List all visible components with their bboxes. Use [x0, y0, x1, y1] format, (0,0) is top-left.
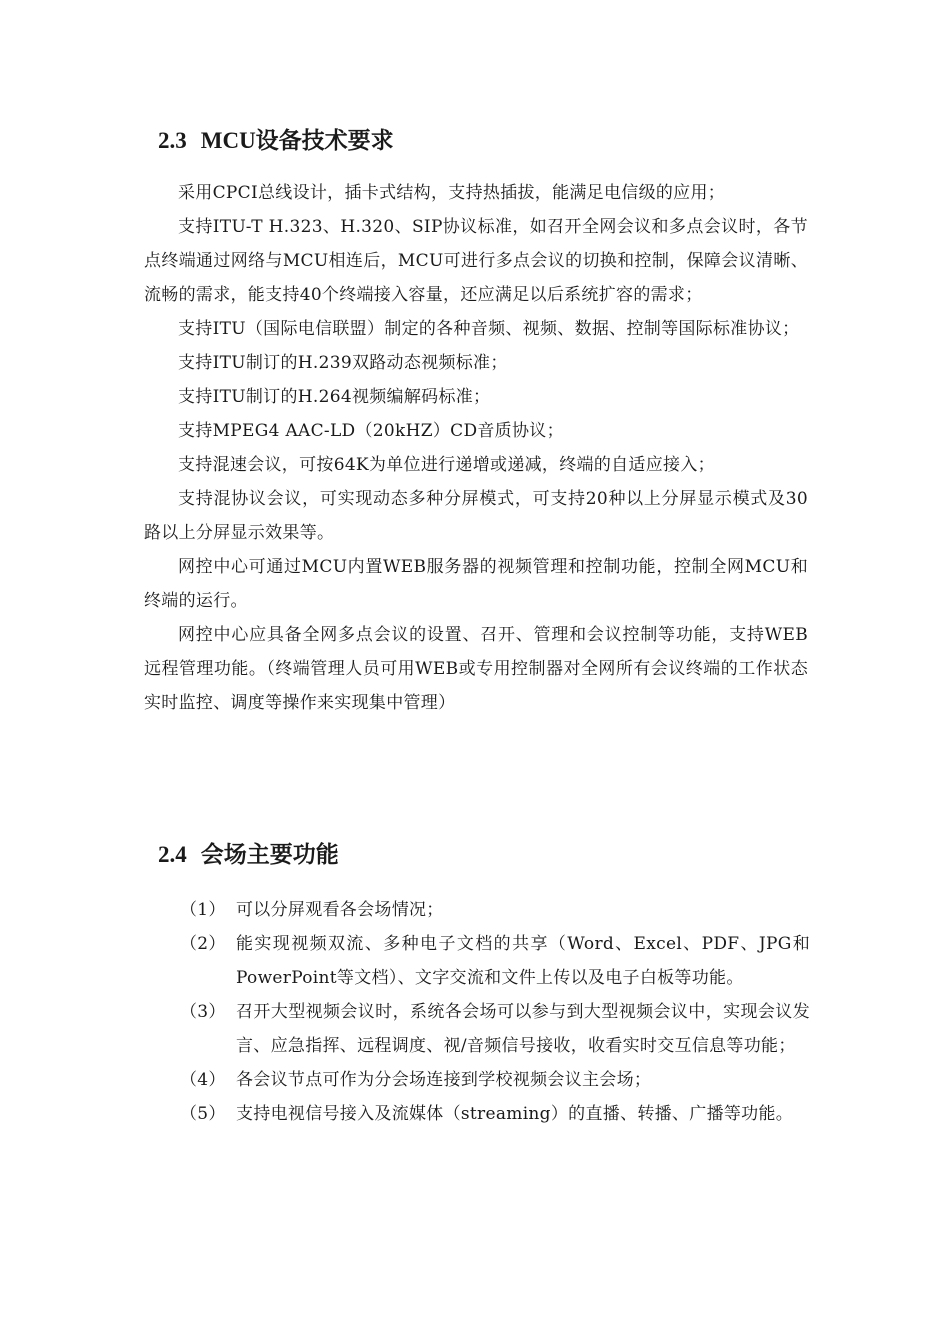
section-2-3-body [144, 176, 808, 720]
paragraph: 采用CPCI总线设计，插卡式结构，支持热插拔，能满足电信级的应用； [178, 183, 726, 203]
paragraph: 支持MPEG4 AAC-LD（20kHZ）CD音质协议； [178, 421, 564, 441]
paragraph: 网控中心可通过MCU内置WEB服务器的视频管理和控制功能，控制全网MCU和终端的运行。 [144, 557, 808, 611]
section-number: 2.3 [158, 128, 187, 153]
list-item [180, 1063, 810, 1097]
paragraph: 支持ITU（国际电信联盟）制定的各种音频、视频、数据、控制等国际标准协议； [178, 319, 800, 339]
paragraph: 支持ITU-T H.323、H.320、SIP协议标准，如召开全网会议和多点会议时，各节点终端通过网络与MCU相连后，MCU可进行多点会议的切换和控制，保障会议清晰、流畅的需求，能支持40个终端接入容量，还应满足以后系统扩容的需求； [144, 217, 808, 305]
feature-list [180, 893, 810, 1131]
section-number: 2.4 [158, 842, 187, 867]
section-title: 会场主要功能 [200, 842, 339, 867]
list-item [180, 1097, 810, 1131]
list-item-text: 支持电视信号接入及流媒体（streaming）的直播、转播、广播等功能。 [236, 1104, 794, 1124]
list-item [180, 995, 810, 1063]
paragraph: 支持ITU制订的H.264视频编解码标准； [178, 387, 491, 407]
list-item [180, 927, 810, 995]
section-title: MCU设备技术要求 [200, 128, 394, 153]
list-marker: （2） [180, 934, 226, 954]
list-item [180, 893, 810, 927]
paragraph: 支持混速会议，可按64K为单位进行递增或递减，终端的自适应接入； [178, 455, 715, 475]
list-marker: （5） [180, 1104, 226, 1124]
list-item-text: 能实现视频双流、多种电子文档的共享（Word、Excel、PDF、JPG和PowerPoint等文档）、文字交流和文件上传以及电子白板等功能。 [236, 934, 810, 988]
section-heading-2-3 [158, 126, 394, 156]
paragraph: 网控中心应具备全网多点会议的设置、召开、管理和会议控制等功能，支持WEB远程管理功能。（终端管理人员可用WEB或专用控制器对全网所有会议终端的工作状态实时监控、调度等操作来实现集中管理） [144, 625, 808, 713]
list-item-text: 各会议节点可作为分会场连接到学校视频会议主会场； [236, 1070, 652, 1090]
list-marker: （1） [180, 900, 226, 920]
paragraph: 支持混协议会议，可实现动态多种分屏模式，可支持20种以上分屏显示模式及30路以上分屏显示效果等。 [144, 489, 808, 543]
list-item-text: 召开大型视频会议时，系统各会场可以参与到大型视频会议中，实现会议发言、应急指挥、远程调度、视/音频信号接收，收看实时交互信息等功能； [236, 1002, 810, 1056]
list-marker: （4） [180, 1070, 226, 1090]
paragraph: 支持ITU制订的H.239双路动态视频标准； [178, 353, 508, 373]
section-heading-2-4 [158, 840, 339, 870]
list-item-text: 可以分屏观看各会场情况； [236, 900, 444, 920]
list-marker: （3） [180, 1002, 226, 1022]
